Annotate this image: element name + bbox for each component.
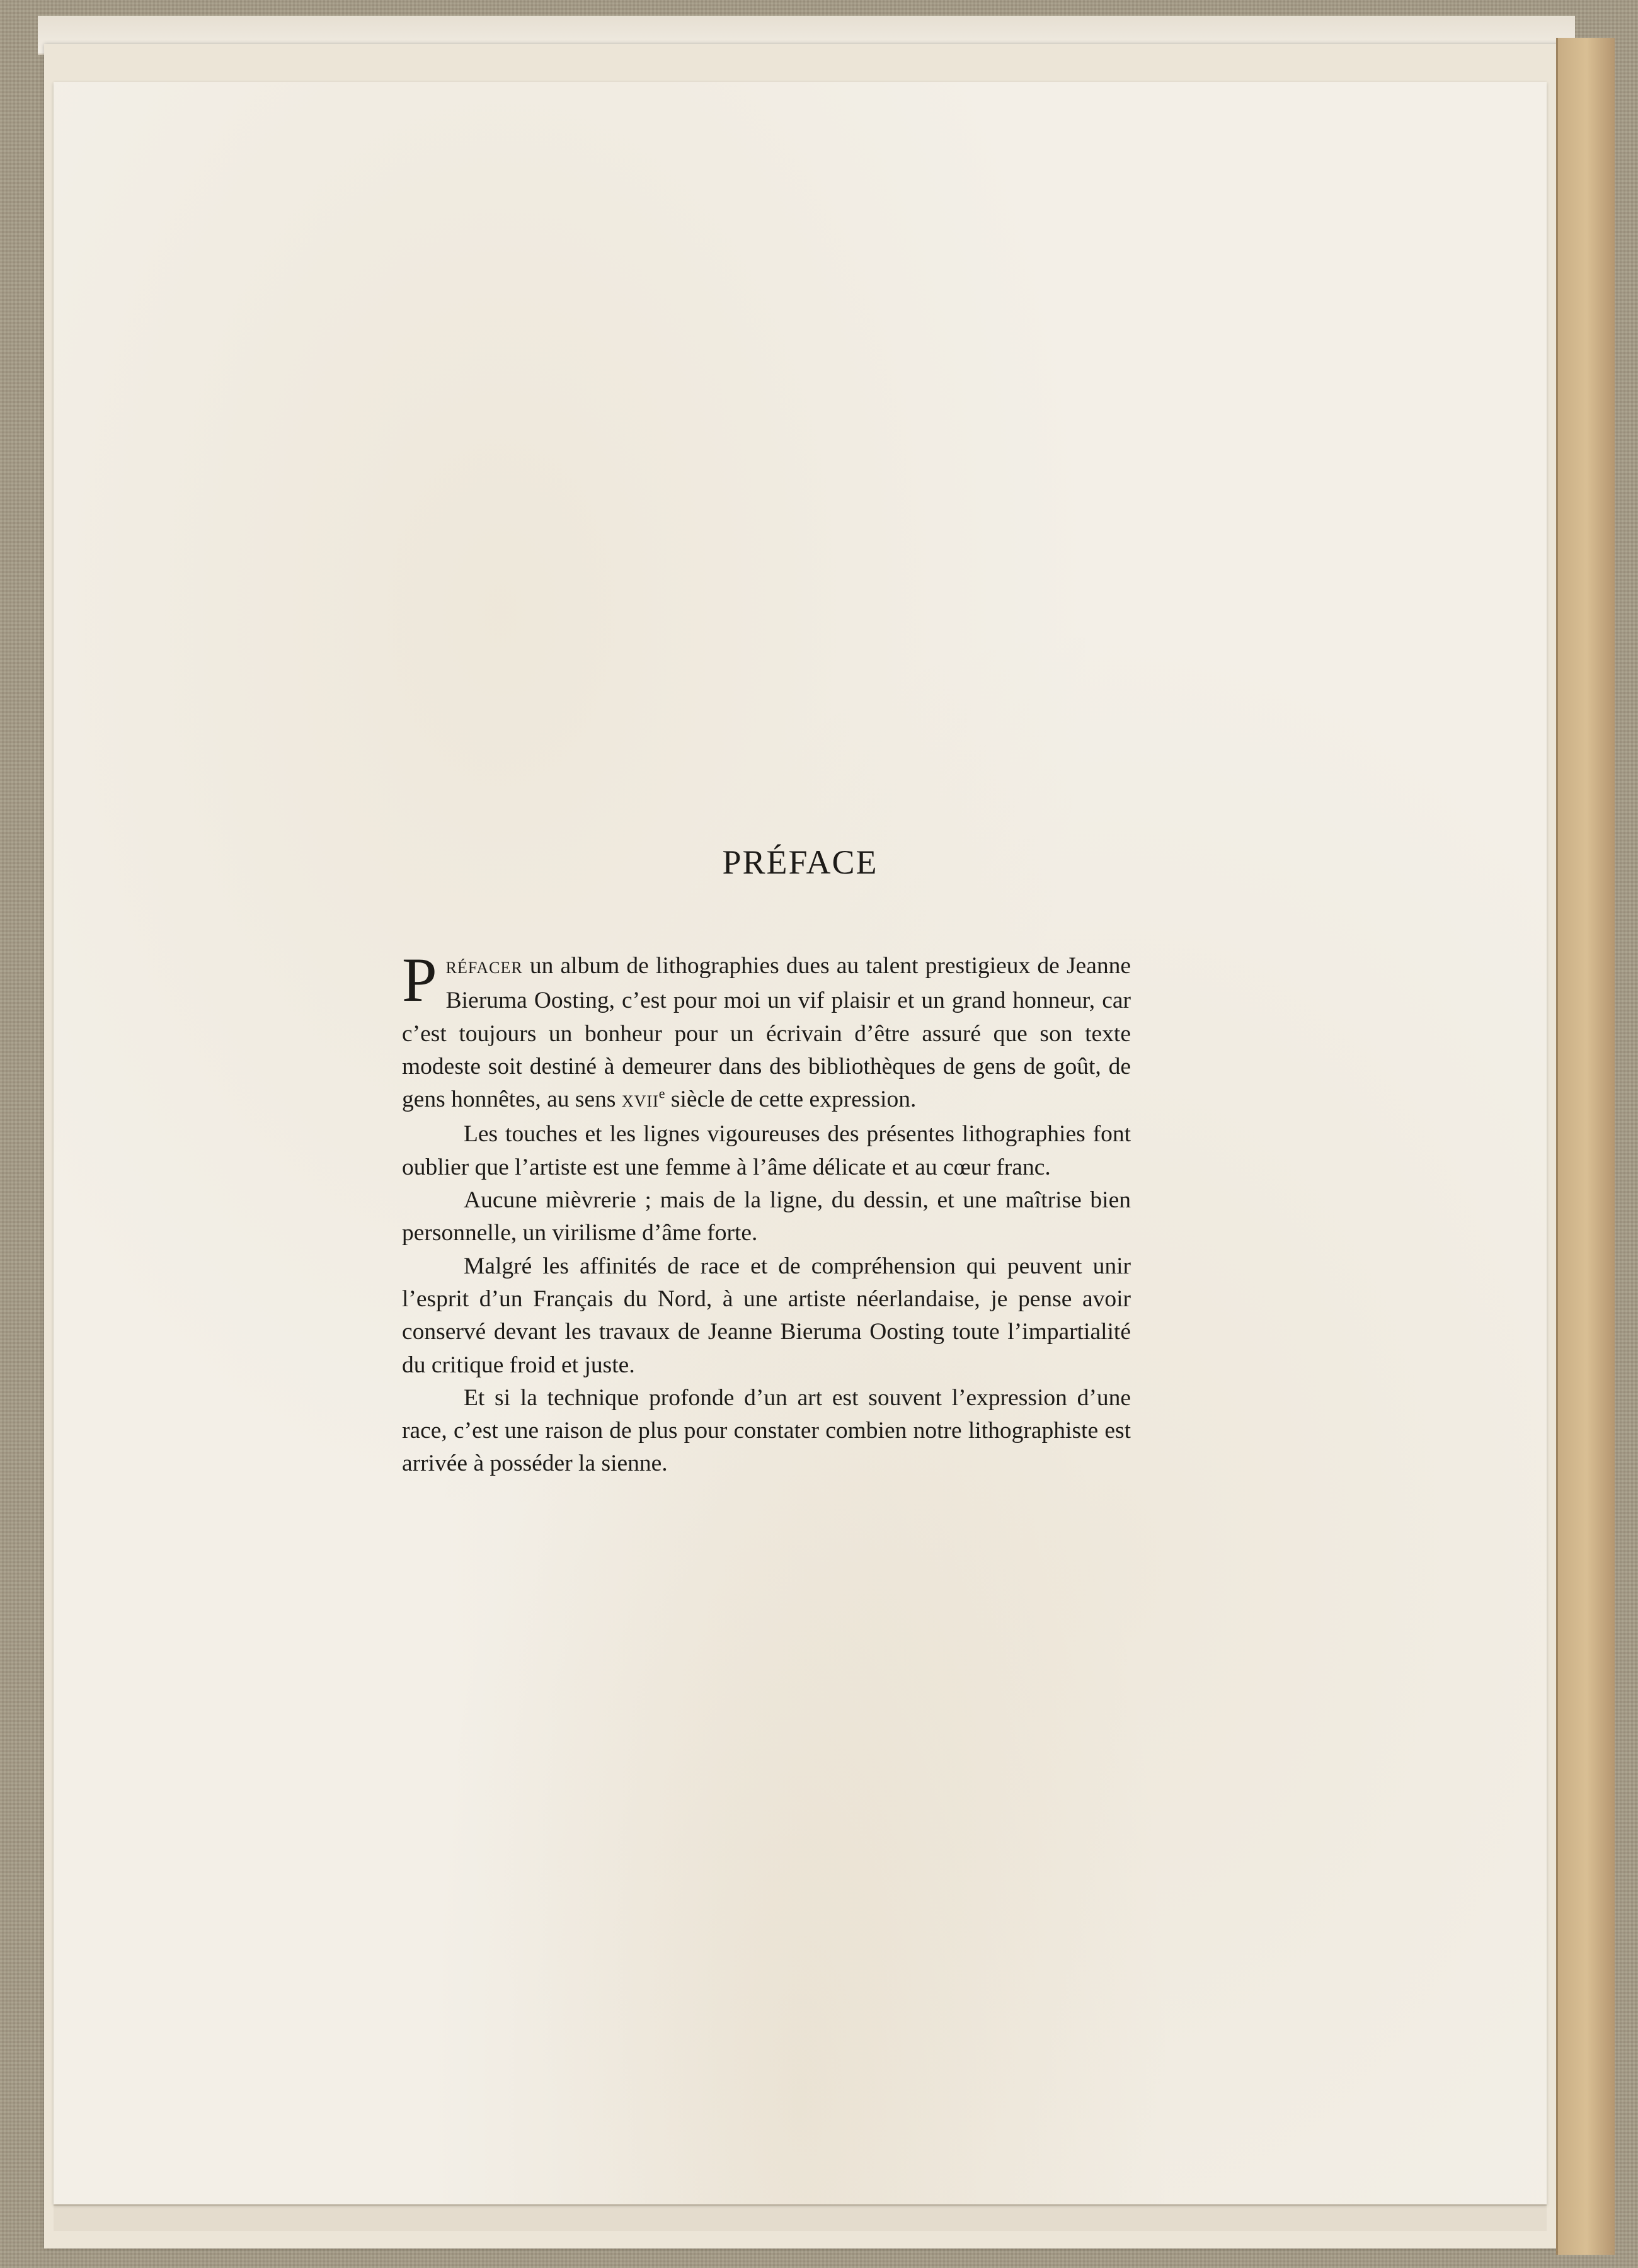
century-numeral: XVII	[621, 1092, 659, 1111]
paragraph-1	[402, 945, 1131, 1118]
preface-body	[402, 945, 1131, 1481]
preface-page	[54, 82, 1547, 2204]
paragraph-1-end: siècle de cette expression.	[665, 1086, 917, 1113]
page-bottom-edge	[54, 2204, 1547, 2231]
paragraph-3: Aucune mièvrerie ; mais de la ligne, du dessin, et une maîtrise bien personnelle, un virilisme d’âme forte.	[402, 1187, 1131, 1246]
century-superscript: e	[658, 1085, 665, 1102]
paragraph-2: Les touches et les lignes vigoureuses des présentes lithographies font oublier que l’artiste est une femme à l’âme délicate et au cœur franc.	[402, 1121, 1131, 1180]
page-title: PRÉFACE	[722, 843, 878, 881]
drop-cap: P	[402, 945, 437, 1015]
paragraph-1-text: un album de lithographies dues au talent prestigieux de Jeanne Bieruma Oosting, c’est pour moi un vif plaisir et un grand honneur, car c’est toujours un bonheur pour un écrivain d’être assuré que son texte modeste soit destiné à demeurer dans des bibliothèques de gens de goût, de gens honnêtes, au sens	[402, 953, 1131, 1113]
folder-right-flap	[1556, 38, 1615, 2255]
lead-smallcaps: RÉFACER	[445, 959, 523, 977]
paragraph-4: Malgré les affinités de race et de compréhension qui peuvent unir l’esprit d’un Français du Nord, à une artiste néerlandaise, je pense avoir conservé devant les travaux de Jeanne Bieruma Oosting toute l’impartialité du critique froid et juste.	[402, 1253, 1131, 1378]
paragraph-5: Et si la technique profonde d’un art est souvent l’expression d’une race, c’est une raison de plus pour constater combien notre lithographiste est arrivée à posséder la sienne.	[402, 1384, 1131, 1477]
